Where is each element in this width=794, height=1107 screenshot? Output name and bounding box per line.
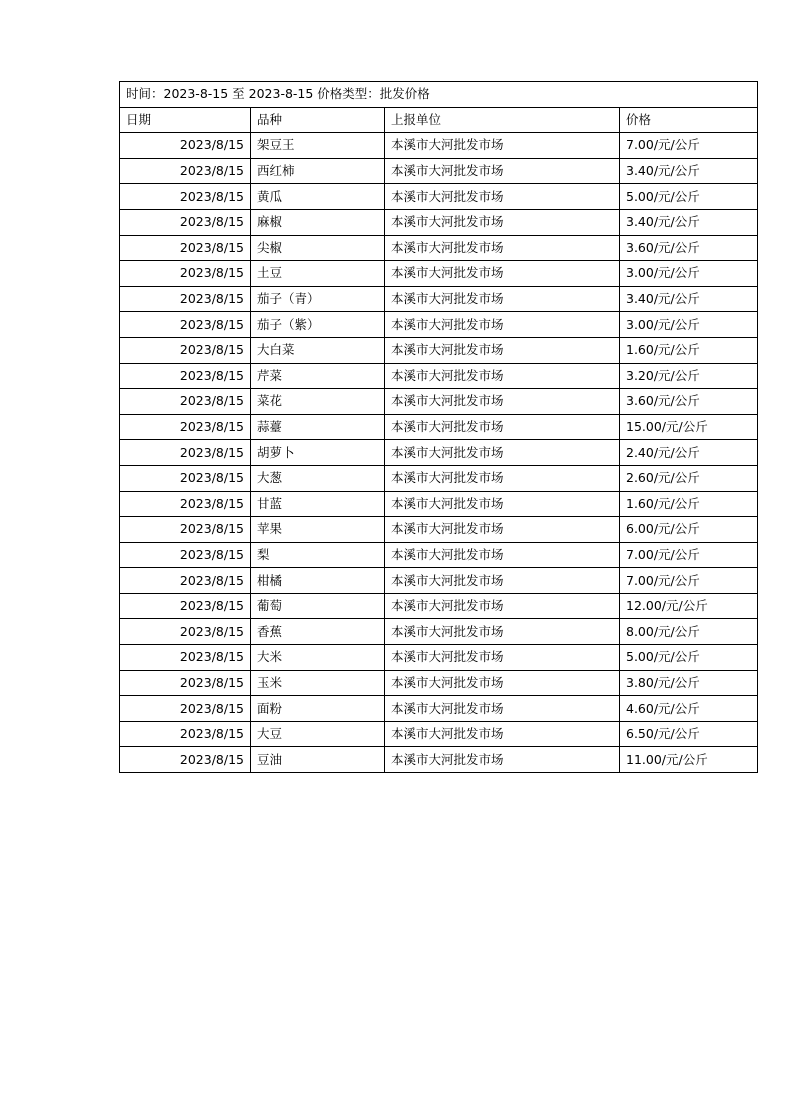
table-row [120, 414, 758, 440]
price-cell: 12.00/元/公斤 [620, 593, 758, 619]
unit-cell: 本溪市大河批发市场 [385, 670, 620, 696]
price-cell: 2.60/元/公斤 [620, 465, 758, 491]
unit-cell: 本溪市大河批发市场 [385, 721, 620, 747]
date-cell: 2023/8/15 [120, 158, 251, 184]
price-cell: 6.50/元/公斤 [620, 721, 758, 747]
date-cell: 2023/8/15 [120, 465, 251, 491]
table-row [120, 312, 758, 338]
date-cell: 2023/8/15 [120, 414, 251, 440]
price-cell: 15.00/元/公斤 [620, 414, 758, 440]
unit-cell: 本溪市大河批发市场 [385, 414, 620, 440]
table-row [120, 133, 758, 159]
price-table [119, 81, 758, 773]
variety-cell: 香蕉 [251, 619, 385, 645]
date-cell: 2023/8/15 [120, 389, 251, 415]
table-row [120, 645, 758, 671]
date-cell: 2023/8/15 [120, 133, 251, 159]
variety-cell: 架豆王 [251, 133, 385, 159]
unit-cell: 本溪市大河批发市场 [385, 645, 620, 671]
unit-cell: 本溪市大河批发市场 [385, 696, 620, 722]
unit-cell: 本溪市大河批发市场 [385, 491, 620, 517]
price-cell: 5.00/元/公斤 [620, 184, 758, 210]
unit-cell: 本溪市大河批发市场 [385, 568, 620, 594]
table-row [120, 491, 758, 517]
table-row [120, 619, 758, 645]
variety-cell: 黄瓜 [251, 184, 385, 210]
unit-cell: 本溪市大河批发市场 [385, 465, 620, 491]
info-row [120, 82, 758, 108]
unit-cell: 本溪市大河批发市场 [385, 158, 620, 184]
table-row [120, 747, 758, 773]
date-cell: 2023/8/15 [120, 209, 251, 235]
header-variety: 品种 [251, 107, 385, 133]
variety-cell: 蒜薹 [251, 414, 385, 440]
price-cell: 3.40/元/公斤 [620, 158, 758, 184]
price-cell: 11.00/元/公斤 [620, 747, 758, 773]
variety-cell: 大米 [251, 645, 385, 671]
price-cell: 7.00/元/公斤 [620, 542, 758, 568]
date-cell: 2023/8/15 [120, 440, 251, 466]
variety-cell: 苹果 [251, 517, 385, 543]
variety-cell: 菜花 [251, 389, 385, 415]
price-cell: 3.40/元/公斤 [620, 286, 758, 312]
price-cell: 3.40/元/公斤 [620, 209, 758, 235]
date-cell: 2023/8/15 [120, 312, 251, 338]
table-row [120, 721, 758, 747]
unit-cell: 本溪市大河批发市场 [385, 593, 620, 619]
date-cell: 2023/8/15 [120, 670, 251, 696]
price-cell: 3.20/元/公斤 [620, 363, 758, 389]
variety-cell: 葡萄 [251, 593, 385, 619]
unit-cell: 本溪市大河批发市场 [385, 389, 620, 415]
date-cell: 2023/8/15 [120, 645, 251, 671]
price-report-sheet [119, 81, 757, 773]
date-cell: 2023/8/15 [120, 337, 251, 363]
variety-cell: 茄子（青） [251, 286, 385, 312]
variety-cell: 芹菜 [251, 363, 385, 389]
header-price: 价格 [620, 107, 758, 133]
table-row [120, 286, 758, 312]
variety-cell: 西红柿 [251, 158, 385, 184]
variety-cell: 面粉 [251, 696, 385, 722]
table-row [120, 440, 758, 466]
table-row [120, 465, 758, 491]
price-cell: 4.60/元/公斤 [620, 696, 758, 722]
price-cell: 8.00/元/公斤 [620, 619, 758, 645]
price-cell: 3.00/元/公斤 [620, 312, 758, 338]
price-table-body [120, 82, 758, 773]
unit-cell: 本溪市大河批发市场 [385, 312, 620, 338]
table-row [120, 542, 758, 568]
table-row [120, 337, 758, 363]
date-cell: 2023/8/15 [120, 261, 251, 287]
date-cell: 2023/8/15 [120, 517, 251, 543]
date-cell: 2023/8/15 [120, 491, 251, 517]
table-row [120, 517, 758, 543]
price-cell: 7.00/元/公斤 [620, 133, 758, 159]
date-cell: 2023/8/15 [120, 747, 251, 773]
date-cell: 2023/8/15 [120, 184, 251, 210]
price-cell: 3.80/元/公斤 [620, 670, 758, 696]
variety-cell: 尖椒 [251, 235, 385, 261]
variety-cell: 茄子（紫） [251, 312, 385, 338]
header-date: 日期 [120, 107, 251, 133]
table-row [120, 184, 758, 210]
unit-cell: 本溪市大河批发市场 [385, 542, 620, 568]
date-cell: 2023/8/15 [120, 593, 251, 619]
price-cell: 1.60/元/公斤 [620, 491, 758, 517]
price-cell: 6.00/元/公斤 [620, 517, 758, 543]
unit-cell: 本溪市大河批发市场 [385, 517, 620, 543]
table-row [120, 696, 758, 722]
unit-cell: 本溪市大河批发市场 [385, 363, 620, 389]
price-cell: 1.60/元/公斤 [620, 337, 758, 363]
query-info-text: 时间：2023-8-15 至 2023-8-15 价格类型：批发价格 [120, 82, 758, 108]
unit-cell: 本溪市大河批发市场 [385, 337, 620, 363]
variety-cell: 大葱 [251, 465, 385, 491]
date-cell: 2023/8/15 [120, 568, 251, 594]
variety-cell: 柑橘 [251, 568, 385, 594]
variety-cell: 土豆 [251, 261, 385, 287]
header-unit: 上报单位 [385, 107, 620, 133]
unit-cell: 本溪市大河批发市场 [385, 209, 620, 235]
date-cell: 2023/8/15 [120, 542, 251, 568]
variety-cell: 大白菜 [251, 337, 385, 363]
variety-cell: 豆油 [251, 747, 385, 773]
price-cell: 7.00/元/公斤 [620, 568, 758, 594]
price-cell: 3.00/元/公斤 [620, 261, 758, 287]
table-row [120, 670, 758, 696]
variety-cell: 大豆 [251, 721, 385, 747]
price-cell: 2.40/元/公斤 [620, 440, 758, 466]
header-row [120, 107, 758, 133]
variety-cell: 甘蓝 [251, 491, 385, 517]
table-row [120, 568, 758, 594]
price-cell: 3.60/元/公斤 [620, 235, 758, 261]
unit-cell: 本溪市大河批发市场 [385, 235, 620, 261]
variety-cell: 玉米 [251, 670, 385, 696]
unit-cell: 本溪市大河批发市场 [385, 184, 620, 210]
table-row [120, 261, 758, 287]
date-cell: 2023/8/15 [120, 619, 251, 645]
price-cell: 5.00/元/公斤 [620, 645, 758, 671]
table-row [120, 593, 758, 619]
table-row [120, 389, 758, 415]
variety-cell: 胡萝卜 [251, 440, 385, 466]
unit-cell: 本溪市大河批发市场 [385, 286, 620, 312]
variety-cell: 梨 [251, 542, 385, 568]
table-row [120, 363, 758, 389]
unit-cell: 本溪市大河批发市场 [385, 133, 620, 159]
table-row [120, 158, 758, 184]
date-cell: 2023/8/15 [120, 235, 251, 261]
unit-cell: 本溪市大河批发市场 [385, 619, 620, 645]
table-row [120, 209, 758, 235]
unit-cell: 本溪市大河批发市场 [385, 440, 620, 466]
date-cell: 2023/8/15 [120, 363, 251, 389]
table-row [120, 235, 758, 261]
unit-cell: 本溪市大河批发市场 [385, 747, 620, 773]
variety-cell: 麻椒 [251, 209, 385, 235]
unit-cell: 本溪市大河批发市场 [385, 261, 620, 287]
price-cell: 3.60/元/公斤 [620, 389, 758, 415]
date-cell: 2023/8/15 [120, 286, 251, 312]
date-cell: 2023/8/15 [120, 696, 251, 722]
date-cell: 2023/8/15 [120, 721, 251, 747]
